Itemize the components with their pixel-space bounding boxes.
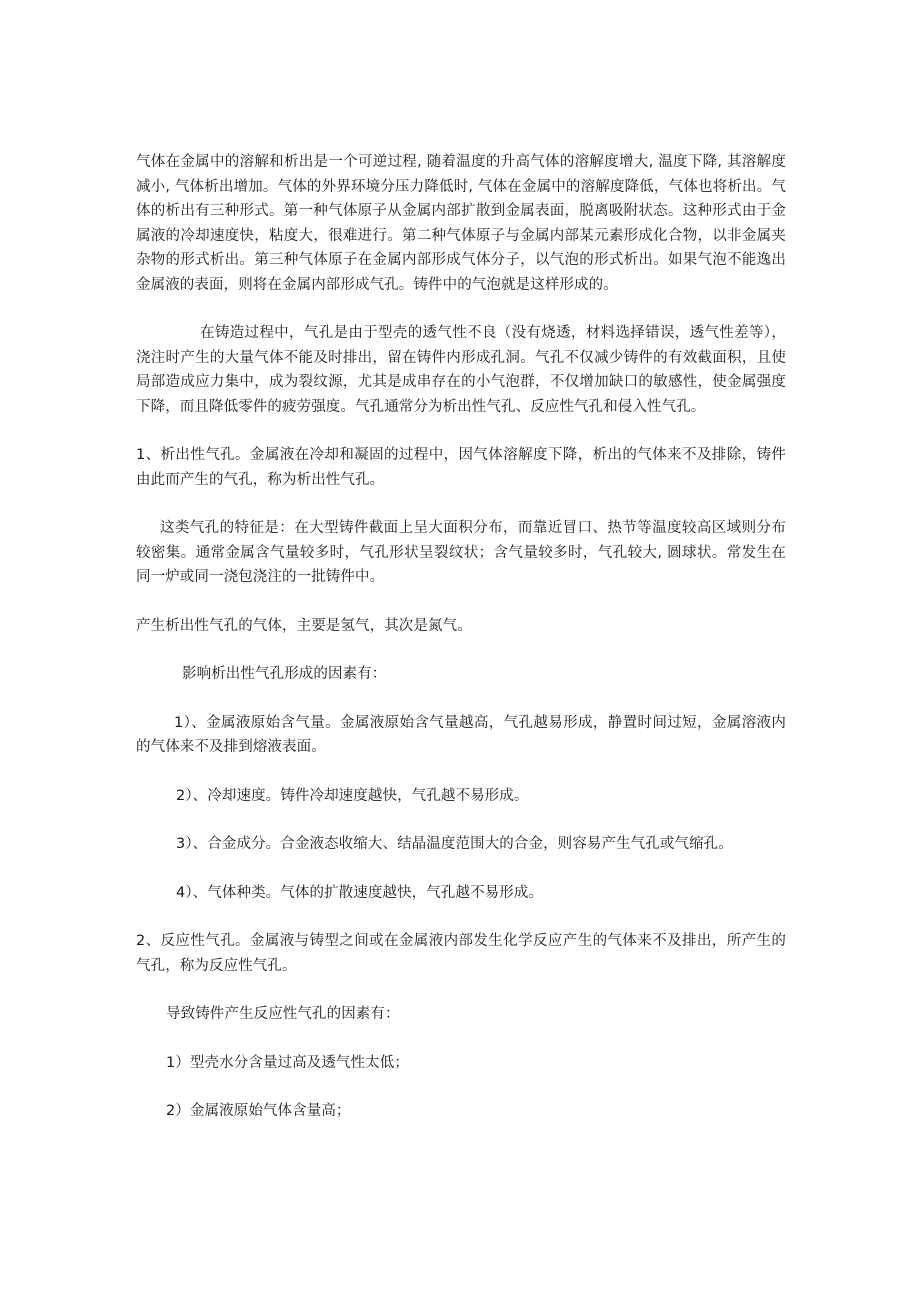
heading-reaction-porosity: 2、反应性气孔。金属液与铸型之间或在金属液内部发生化学反应产生的气体来不及排出，所产生的气孔，称为反应性气孔。: [136, 933, 786, 974]
paragraph-reaction-factors-intro: 导致铸件产生反应性气孔的因素有：: [166, 1006, 400, 1022]
list-item-factor-1: 1）、金属液原始含气量。金属液原始含气量越高，气孔越易形成，静置时间过短，金属溶液内的气体来不及排到熔液表面。: [136, 714, 786, 755]
paragraph-gas-dissolution: 气体在金属中的溶解和析出是一个可逆过程, 随着温度的升高气体的溶解度增大, 温度下降, 其溶解度减小, 气体析出增加。气体的外界环境分压力降低时, 气体在金属中的溶解度降低，气体也将析出。气体的析出有三种形式。第一种气体原子从金属内部扩散到金属表面，脱离吸附状态。这种形式由于金属液的冷却速度快，粘度大，很难进行。第二种气体原子与金属内部某元素形成化合物，以非金属夹杂物的形式析出。第三种气体原子在金属内部形成气体分子，以气泡的形式析出。如果气泡不能逸出金属液的表面，则将在金属内部形成气孔。铸件中的气泡就是这样形成的。: [136, 154, 786, 293]
paragraph-precipitation-features: 这类气孔的特征是：在大型铸件截面上呈大面积分布，而靠近冒口、热节等温度较高区域则分布较密集。通常金属含气量较多时，气孔形状呈裂纹状；含气量较多时，气孔较大, 圆球状。常发生在同一炉或同一浇包浇注的一批铸件中。: [136, 520, 786, 585]
list-item-factor-2: 2）、冷却速度。铸件冷却速度越快，气孔越不易形成。: [176, 787, 529, 804]
paragraph-porosity-overview: 在铸造过程中，气孔是由于型壳的透气性不良（没有烧透，材料选择错误，透气性差等），浇注时产生的大量气体不能及时排出，留在铸件内形成孔洞。气孔不仅减少铸件的有效截面积，且使局部造成应力集中，成为裂纹源，尤其是成串存在的小气泡群，不仅增加缺口的敏感性，使金属强度下降，而且降低零件的疲劳强度。气孔通常分为析出性气孔、反应性气孔和侵入性气孔。: [136, 325, 786, 415]
list-item-reaction-factor-1: 1）型壳水分含量过高及透气性太低；: [166, 1054, 409, 1071]
list-item-reaction-factor-2: 2）金属液原始气体含量高；: [166, 1103, 351, 1119]
heading-precipitation-porosity: 1、析出性气孔。金属液在冷却和凝固的过程中，因气体溶解度下降，析出的气体来不及排除，铸件由此而产生的气孔，称为析出性气孔。: [136, 447, 786, 488]
paragraph-precipitation-gases: 产生析出性气孔的气体，主要是氢气，其次是氮气。: [136, 617, 472, 634]
list-item-factor-4: 4）、气体种类。气体的扩散速度越快，气孔越不易形成。: [176, 884, 544, 901]
paragraph-precipitation-factors-intro: 影响析出性气孔形成的因素有：: [182, 666, 387, 682]
document-page: [136, 150, 786, 1124]
list-item-factor-3: 3）、合金成分。合金液态收缩大、结晶温度范围大的合金，则容易产生气孔或气缩孔。: [176, 836, 733, 852]
